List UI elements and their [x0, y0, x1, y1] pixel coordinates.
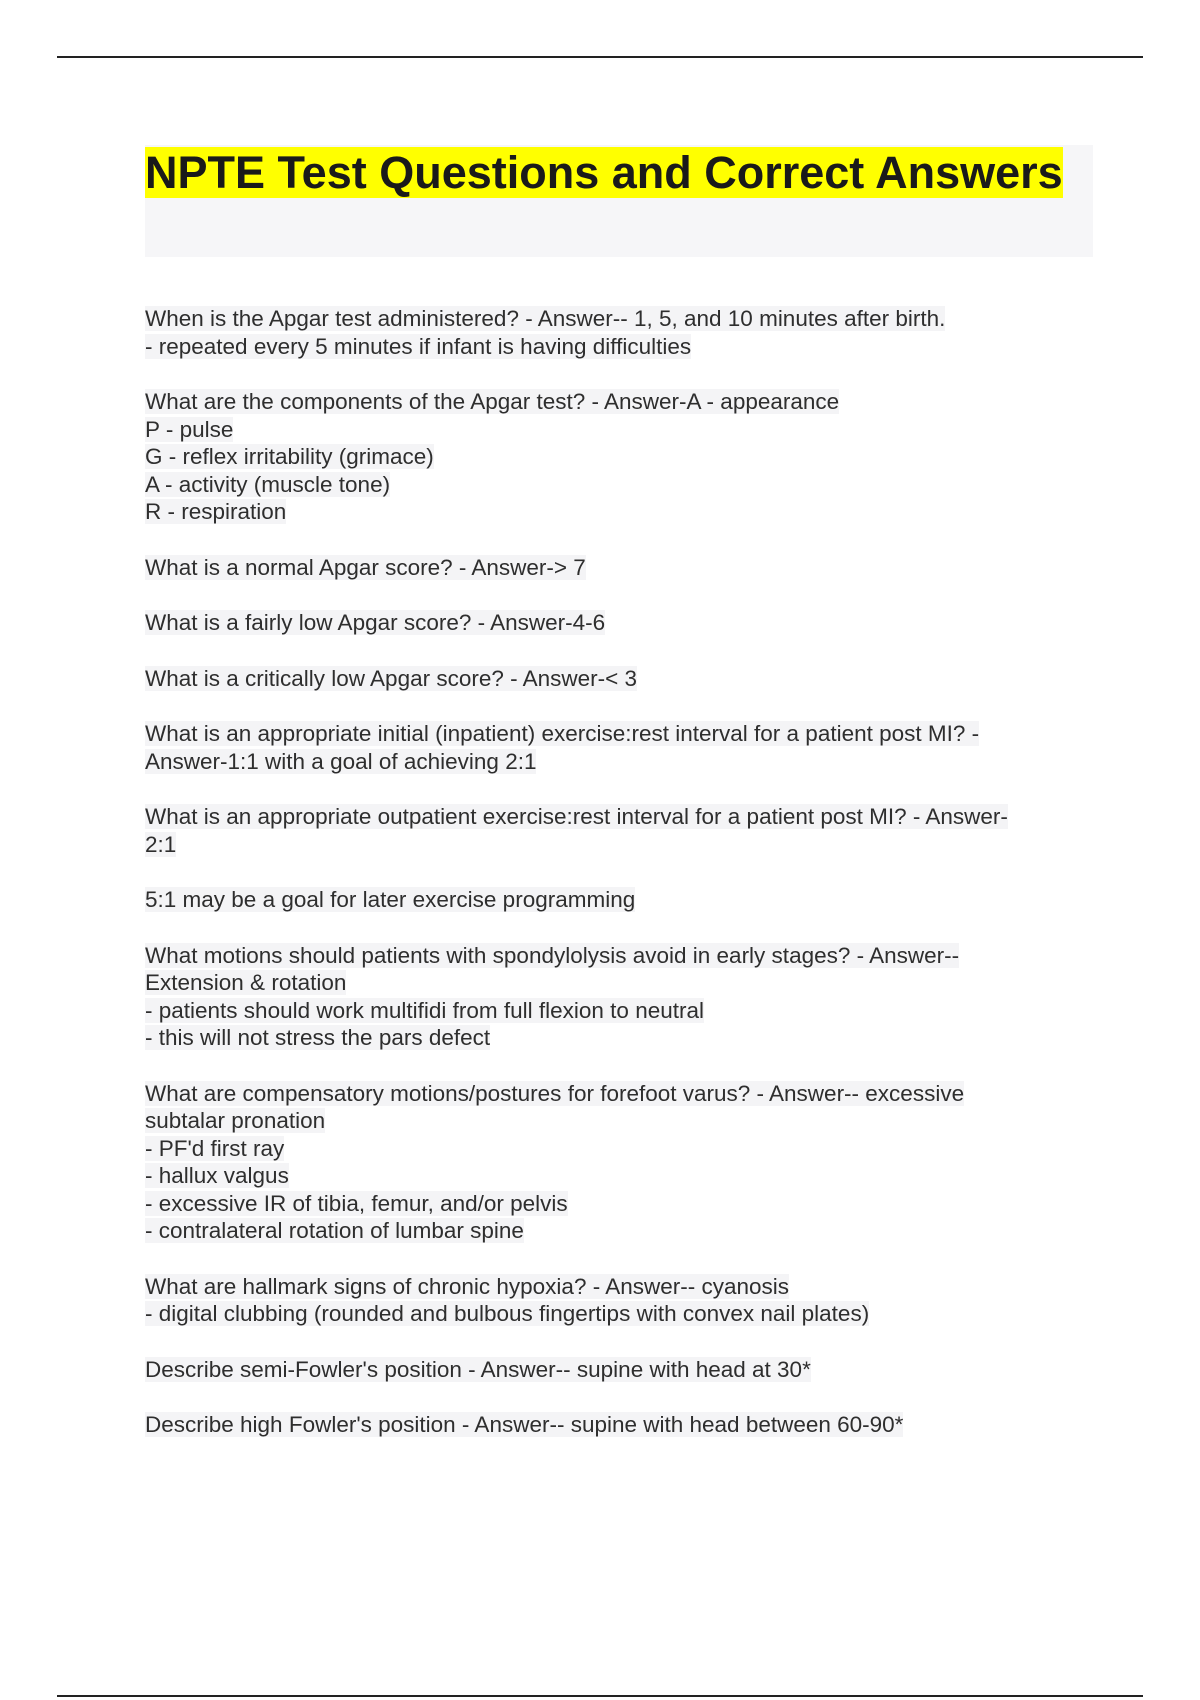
qa-item [145, 803, 1093, 858]
qa-line-text: - repeated every 5 minutes if infant is having difficulties [145, 333, 692, 359]
document-body [145, 145, 1093, 1467]
qa-line-text: G - reflex irritability (grimace) [145, 444, 434, 469]
title-block [145, 145, 1093, 257]
qa-answer-line [145, 1162, 1093, 1190]
qa-line-text: What are the components of the Apgar test? - Answer-A - appearance [145, 389, 840, 414]
qa-line-text: What are compensatory motions/postures for forefoot varus? - Answer-- excessive [145, 1080, 965, 1106]
qa-line-text: Extension & rotation [145, 970, 347, 995]
qa-answer-line [145, 997, 1093, 1025]
qa-item [145, 554, 1093, 582]
qa-line-text: - this will not stress the pars defect [145, 1025, 491, 1050]
qa-item [145, 886, 1093, 914]
qa-question-line [145, 609, 1093, 637]
qa-answer-line [145, 498, 1093, 526]
qa-line-text: 5:1 may be a goal for later exercise programming [145, 887, 636, 912]
page-top-rule [57, 56, 1143, 58]
qa-line-text: A - activity (muscle tone) [145, 471, 391, 497]
qa-line-text: R - respiration [145, 499, 287, 524]
qa-item [145, 665, 1093, 693]
qa-question-line [145, 720, 1093, 748]
qa-line-text: Answer-1:1 with a goal of achieving 2:1 [145, 748, 537, 774]
qa-answer-line [145, 416, 1093, 444]
qa-line-text: - excessive IR of tibia, femur, and/or pelvis [145, 1190, 568, 1216]
qa-line-text: What is an appropriate initial (inpatient) exercise:rest interval for a patient post MI? - [145, 721, 980, 746]
page-bottom-rule [57, 1695, 1143, 1697]
qa-item [145, 1411, 1093, 1439]
document-title [145, 146, 1093, 200]
qa-answer-line [145, 333, 1093, 361]
qa-item [145, 388, 1093, 526]
qa-answer-line [145, 1190, 1093, 1218]
qa-question-line [145, 554, 1093, 582]
qa-question-line [145, 1273, 1093, 1301]
qa-line-text: - digital clubbing (rounded and bulbous fingertips with convex nail plates) [145, 1301, 870, 1326]
qa-question-line [145, 803, 1093, 831]
qa-line-text: - patients should work multifidi from full flexion to neutral [145, 997, 704, 1023]
qa-question-line [145, 886, 1093, 914]
qa-answer-line [145, 1024, 1093, 1052]
qa-item [145, 942, 1093, 1052]
qa-line-text: 2:1 [145, 831, 177, 857]
qa-line-text: P - pulse [145, 416, 234, 442]
qa-item [145, 609, 1093, 637]
qa-line-text: What motions should patients with spondylolysis avoid in early stages? - Answer-- [145, 942, 960, 968]
qa-line-text: - contralateral rotation of lumbar spine [145, 1218, 524, 1243]
qa-answer-line [145, 831, 1093, 859]
qa-answer-line [145, 1135, 1093, 1163]
qa-answer-line [145, 969, 1093, 997]
qa-line-text: What are hallmark signs of chronic hypoxia? - Answer-- cyanosis [145, 1273, 790, 1299]
qa-item [145, 720, 1093, 775]
qa-answer-line [145, 1217, 1093, 1245]
qa-line-text: What is a fairly low Apgar score? - Answer-4-6 [145, 610, 606, 635]
qa-question-line [145, 1356, 1093, 1384]
qa-question-line [145, 665, 1093, 693]
qa-line-text: Describe semi-Fowler's position - Answer-- supine with head at 30* [145, 1356, 811, 1382]
qa-question-line [145, 388, 1093, 416]
qa-question-line [145, 305, 1093, 333]
qa-line-text: What is a normal Apgar score? - Answer-> 7 [145, 554, 586, 580]
qa-question-line [145, 1411, 1093, 1439]
qa-line-text: What is an appropriate outpatient exercise:rest interval for a patient post MI? - Answer- [145, 804, 1008, 829]
qa-list [145, 305, 1093, 1439]
qa-answer-line [145, 748, 1093, 776]
qa-line-text: subtalar pronation [145, 1108, 326, 1133]
qa-line-text: Describe high Fowler's position - Answer-- supine with head between 60-90* [145, 1412, 904, 1437]
qa-item [145, 1356, 1093, 1384]
qa-line-text: - PF'd first ray [145, 1135, 285, 1161]
qa-line-text: What is a critically low Apgar score? - Answer-< 3 [145, 665, 638, 691]
qa-question-line [145, 1080, 1093, 1108]
qa-line-text: When is the Apgar test administered? - Answer-- 1, 5, and 10 minutes after birth. [145, 306, 946, 331]
qa-answer-line [145, 1300, 1093, 1328]
qa-item [145, 1273, 1093, 1328]
qa-answer-line [145, 1107, 1093, 1135]
document-title-text: NPTE Test Questions and Correct Answers [145, 147, 1063, 198]
qa-item [145, 1080, 1093, 1245]
qa-answer-line [145, 471, 1093, 499]
qa-item [145, 305, 1093, 360]
qa-question-line [145, 942, 1093, 970]
qa-answer-line [145, 443, 1093, 471]
qa-line-text: - hallux valgus [145, 1163, 289, 1188]
